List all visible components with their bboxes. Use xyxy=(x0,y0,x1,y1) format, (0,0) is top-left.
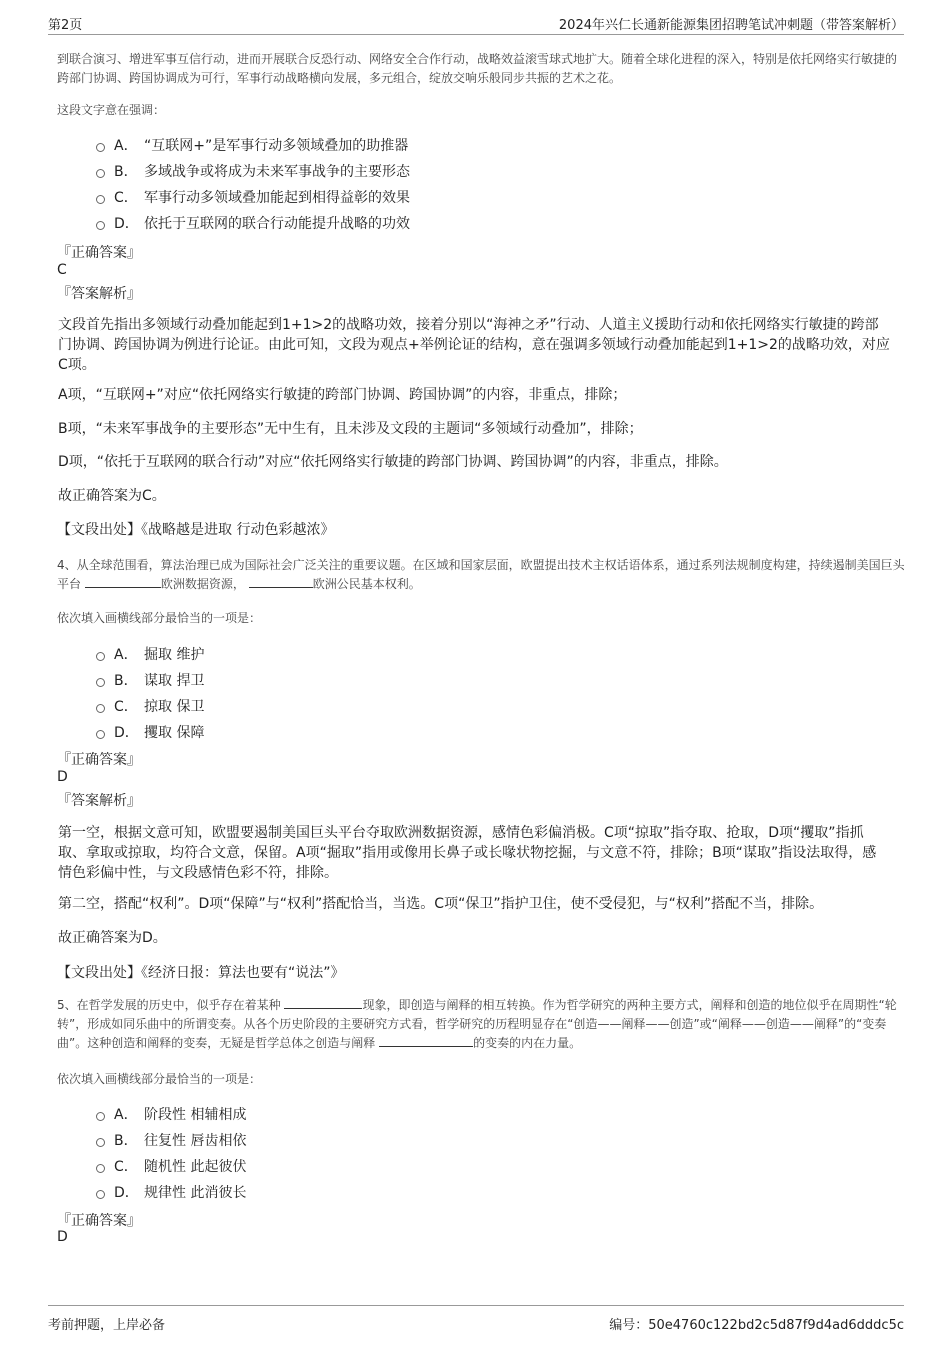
q4-option-a[interactable]: A． 掘取 维护 xyxy=(96,641,204,667)
document-title: 2024年兴仁长通新能源集团招聘笔试冲刺题（带答案解析） xyxy=(558,18,904,33)
q4-analysis-3: 故正确答案为D。 xyxy=(58,930,167,946)
radio-icon[interactable] xyxy=(96,730,105,739)
radio-icon[interactable] xyxy=(96,169,105,178)
blank-line[interactable] xyxy=(284,996,362,1009)
q3-analysis-2: A项，“互联网+”对应“依托网络实行敏捷的跨部门协调、跨国协调”的内容，非重点，排除； xyxy=(58,387,627,403)
q5-passage: 5、在哲学发展的历史中，似乎存在着某种 现象，即创造与阐释的相互转换。作为哲学研究的两种主要方式，阐释和创造的地位似乎在周期性“轮转”，形成如同乐曲中的所谓变奏。从各个历史阶段的主要研究方式看，哲学研究的历程明显存在“创造——阐释——创造”或“阐释——创造——阐释”的“变奏曲”。这种创造和阐释的变奏，无疑是哲学总体之创造与阐释 的变奏的内在力量。 xyxy=(57,998,897,1050)
footer-slogan: 考前押题，上岸必备 xyxy=(48,1318,166,1333)
q3-answer-label: 『正确答案』 xyxy=(57,245,141,261)
q5-option-d[interactable]: D． 规律性 此消彼长 xyxy=(96,1179,246,1205)
q4-answer: D xyxy=(57,769,68,785)
q4-option-b[interactable]: B． 谋取 捍卫 xyxy=(96,667,204,693)
q3-option-c[interactable]: C． 军事行动多领域叠加能起到相得益彰的效果 xyxy=(96,184,410,210)
q5-answer-label: 『正确答案』 xyxy=(57,1213,141,1229)
q4-source: 【文段出处】《经济日报：算法也要有“说法”》 xyxy=(57,965,345,981)
page-number: 第2页 xyxy=(48,18,83,33)
q3-prompt: 这段文字意在强调： xyxy=(57,103,166,117)
q3-source: 【文段出处】《战略越是进取 行动色彩越浓》 xyxy=(57,522,335,538)
radio-icon[interactable] xyxy=(96,1112,105,1121)
q3-answer: C xyxy=(57,262,67,278)
q4-analysis-label: 『答案解析』 xyxy=(57,793,141,809)
q3-passage: 到联合演习、增进军事互信行动，进而开展联合反恐行动、网络安全合作行动，战略效益滚雪球式地扩大。随着全球化进程的深入，特别是依托网络实行敏捷的跨部门协调、跨国协调成为可行，军事行动战略横向发展，多元组合，绽放交响乐般同步共振的艺术之花。 xyxy=(57,52,898,85)
radio-icon[interactable] xyxy=(96,195,105,204)
radio-icon[interactable] xyxy=(96,221,105,230)
radio-icon[interactable] xyxy=(96,143,105,152)
q4-option-c[interactable]: C． 掠取 保卫 xyxy=(96,693,204,719)
q3-analysis-5: 故正确答案为C。 xyxy=(58,488,166,504)
page-footer xyxy=(48,1305,904,1342)
q5-prompt: 依次填入画横线部分最恰当的一项是： xyxy=(57,1072,262,1086)
q4-analysis-2: 第二空，搭配“权利”。D项“保障”与“权利”搭配恰当，当选。C项“保卫”指护卫住，使不受侵犯，与“权利”搭配不当，排除。 xyxy=(58,896,824,912)
radio-icon[interactable] xyxy=(96,1190,105,1199)
q3-option-a[interactable]: A． “互联网+”是军事行动多领域叠加的助推器 xyxy=(96,132,410,158)
q5-option-b[interactable]: B． 往复性 唇齿相依 xyxy=(96,1127,246,1153)
document-id: 编号：50e4760c122bd2c5d87f9d4ad6dddc5c xyxy=(609,1318,904,1333)
q3-options xyxy=(96,132,410,236)
blank-line[interactable] xyxy=(379,1034,473,1047)
q5-options xyxy=(96,1101,246,1205)
q3-analysis-label: 『答案解析』 xyxy=(57,286,141,302)
q5-option-c[interactable]: C． 随机性 此起彼伏 xyxy=(96,1153,246,1179)
q4-prompt: 依次填入画横线部分最恰当的一项是： xyxy=(57,611,262,625)
radio-icon[interactable] xyxy=(96,1138,105,1147)
radio-icon[interactable] xyxy=(96,678,105,687)
q3-option-d[interactable]: D． 依托于互联网的联合行动能提升战略的功效 xyxy=(96,210,410,236)
q5-option-a[interactable]: A． 阶段性 相辅相成 xyxy=(96,1101,246,1127)
q4-option-d[interactable]: D． 攫取 保障 xyxy=(96,719,204,745)
q4-answer-label: 『正确答案』 xyxy=(57,752,141,768)
q3-analysis-3: B项，“未来军事战争的主要形态”无中生有，且未涉及文段的主题词“多领域行动叠加”，排除； xyxy=(58,421,643,437)
q3-analysis-1: 文段首先指出多领域行动叠加能起到1+1>2的战略功效，接着分别以“海神之矛”行动、人道主义援助行动和依托网络实行敏捷的跨部门协调、跨国协调为例进行论证。由此可知，文段为观点+举例论证的结构，意在强调多领域行动叠加能起到1+1>2的战略功效，对应C项。 xyxy=(58,317,890,373)
q4-analysis-1: 第一空，根据文意可知，欧盟要遏制美国巨头平台夺取欧洲数据资源，感情色彩偏消极。C项“掠取”指夺取、抢取，D项“攫取”指抓取、拿取或掠取，均符合文意，保留。A项“掘取”指用或像用长鼻子或长喙状物挖掘，与文意不符，排除；B项“谋取”指设法取得，感情色彩偏中性，与文段感情色彩不符，排除。 xyxy=(58,825,877,881)
radio-icon[interactable] xyxy=(96,1164,105,1173)
q3-option-b[interactable]: B． 多域战争或将成为未来军事战争的主要形态 xyxy=(96,158,410,184)
q4-options xyxy=(96,641,204,745)
q4-passage: 4、从全球范围看，算法治理已成为国际社会广泛关注的重要议题。在区域和国家层面，欧盟提出技术主权话语体系，通过系列法规制度构建，持续遏制美国巨头平台 欧洲数据资源， 欧洲公民基本权利。 xyxy=(57,558,905,591)
q5-answer: D xyxy=(57,1229,68,1245)
radio-icon[interactable] xyxy=(96,652,105,661)
blank-line[interactable] xyxy=(249,575,313,588)
q3-analysis-4: D项，“依托于互联网的联合行动”对应“依托网络实行敏捷的跨部门协调、跨国协调”的内容，非重点，排除。 xyxy=(58,454,728,470)
radio-icon[interactable] xyxy=(96,704,105,713)
page-header xyxy=(48,14,904,35)
blank-line[interactable] xyxy=(85,575,161,588)
